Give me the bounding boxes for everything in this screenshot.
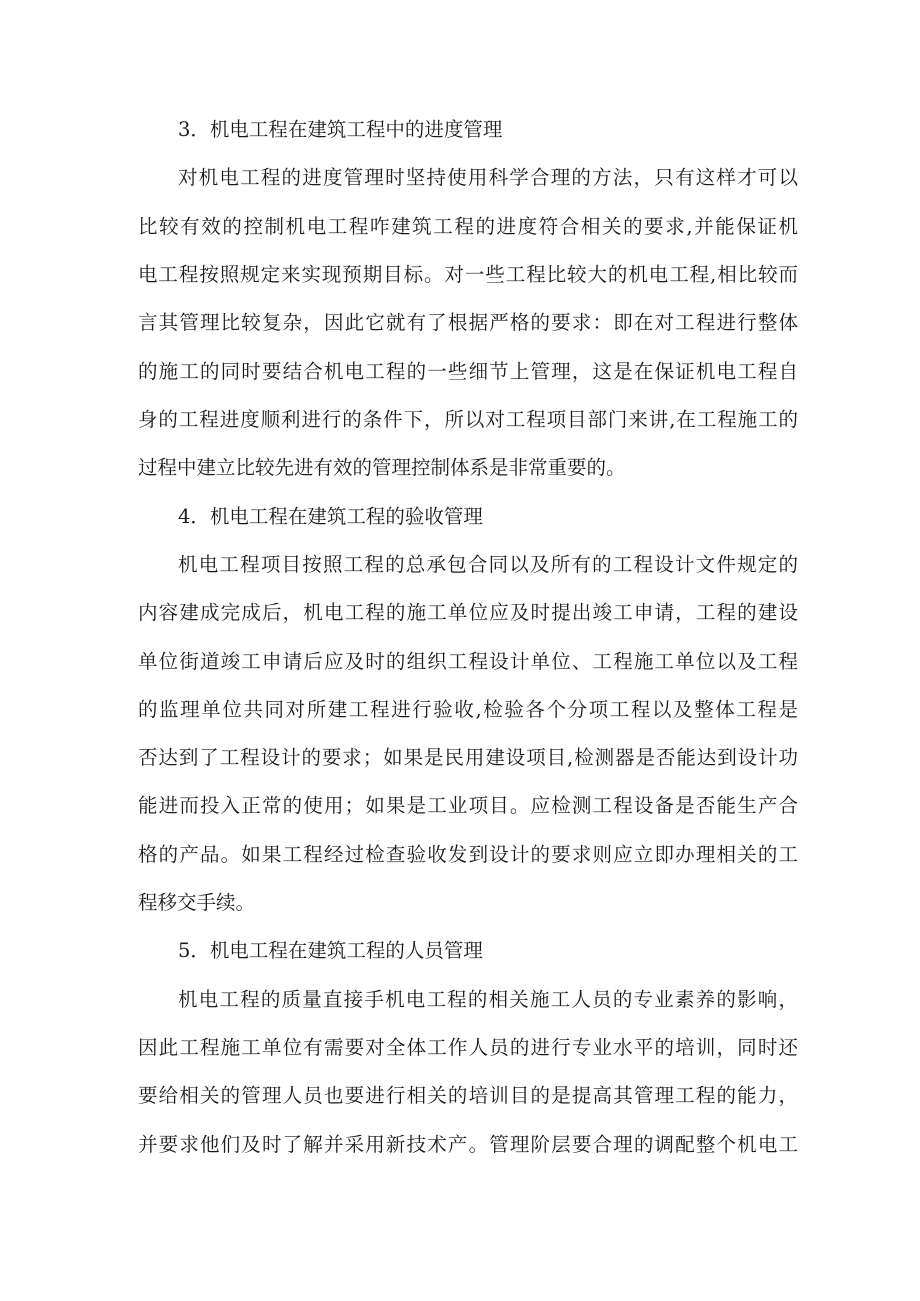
paragraph-line: 身的工程进度顺利进行的条件下，所以对工程项目部门来讲,在工程施工的 (138, 408, 798, 431)
paragraph-line: 电工程按照规定来实现预期目标。对一些工程比较大的机电工程,相比较而 (138, 263, 798, 286)
section-heading-4: 4．机电工程在建筑工程的验收管理 (178, 505, 483, 528)
paragraph-line: 对机电工程的进度管理时坚持使用科学合理的方法，只有这样才可以 (178, 166, 798, 189)
section-heading-3: 3．机电工程在建筑工程中的进度管理 (178, 118, 503, 141)
paragraph-line: 过程中建立比较先进有效的管理控制体系是非常重要的。 (138, 456, 626, 479)
paragraph-line: 机电工程项目按照工程的总承包合同以及所有的工程设计文件规定的 (178, 553, 798, 576)
paragraph-line: 格的产品。如果工程经过检查验收发到设计的要求则应立即办理相关的工 (138, 843, 798, 866)
paragraph-line: 否达到了工程设计的要求；如果是民用建设项目,检测器是否能达到设计功 (138, 746, 798, 769)
paragraph-line: 能进而投入正常的使用；如果是工业项目。应检测工程设备是否能生产合 (138, 794, 798, 817)
paragraph-line: 要给相关的管理人员也要进行相关的培训目的是提高其管理工程的能力， (138, 1084, 798, 1107)
paragraph-line: 比较有效的控制机电工程咋建筑工程的进度符合相关的要求,并能保证机 (138, 215, 798, 238)
paragraph-line: 机电工程的质量直接手机电工程的相关施工人员的专业素养的影响， (178, 988, 798, 1011)
section-heading-5: 5．机电工程在建筑工程的人员管理 (178, 939, 483, 962)
paragraph-line: 单位街道竣工申请后应及时的组织工程设计单位、工程施工单位以及工程 (138, 650, 798, 673)
paragraph-line: 的施工的同时要结合机电工程的一些细节上管理，这是在保证机电工程自 (138, 360, 798, 383)
paragraph-line: 因此工程施工单位有需要对全体工作人员的进行专业水平的培训，同时还 (138, 1036, 798, 1059)
paragraph-line: 程移交手续。 (138, 891, 256, 914)
paragraph-line: 言其管理比较复杂，因此它就有了根据严格的要求：即在对工程进行整体 (138, 311, 798, 334)
paragraph-line: 内容建成完成后，机电工程的施工单位应及时提出竣工申请，工程的建设 (138, 601, 798, 624)
paragraph-line: 的监理单位共同对所建工程进行验收,检验各个分项工程以及整体工程是 (138, 698, 798, 721)
paragraph-line: 并要求他们及时了解并采用新技术产。管理阶层要合理的调配整个机电工 (138, 1133, 798, 1156)
